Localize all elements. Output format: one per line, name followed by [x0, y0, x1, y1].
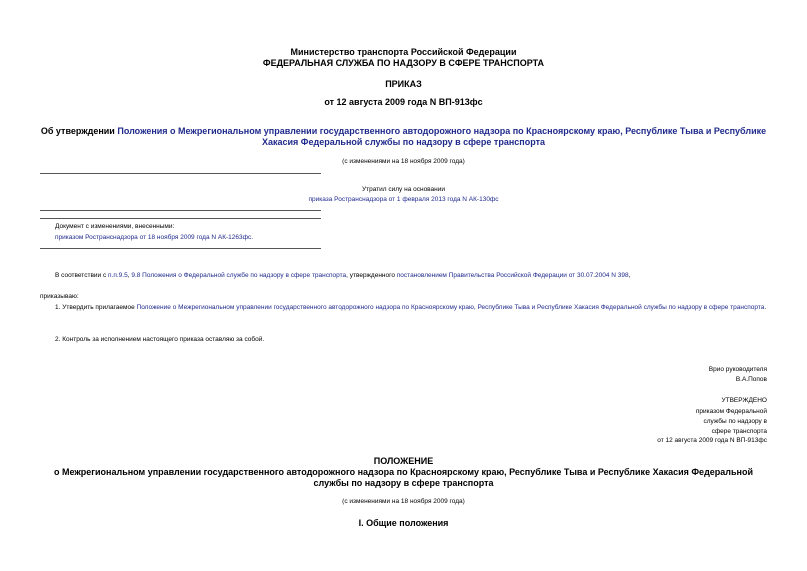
title-link[interactable]: Положения о Межрегиональном управлении государственного автодорожного надзора по Красноярскому краю, Республике Тыва и Республике Хакасия Федеральной службы по надзору в сфере транспорта	[117, 126, 767, 147]
regulation-heading: ПОЛОЖЕНИЕ	[373, 456, 434, 466]
approved-line: службы по надзору в	[703, 418, 767, 425]
preamble-link-clause[interactable]: п.п.9.5	[108, 272, 128, 279]
preamble-text: , утвержденного	[346, 272, 397, 279]
preamble	[55, 271, 775, 280]
divider	[40, 210, 321, 211]
section-heading: I. Общие положения	[358, 518, 449, 528]
divider	[40, 218, 321, 219]
item-1-text: 1. Утвердить прилагаемое	[55, 304, 137, 311]
divider	[40, 173, 321, 174]
approved-stamp: УТВЕРЖДЕНО	[721, 397, 767, 404]
changes-link[interactable]: приказом Ространснадзора от 18 ноября 2009 года N АК-1263фс.	[55, 234, 254, 241]
preamble-text: ,	[628, 272, 631, 279]
doc-date-number: от 12 августа 2009 года N ВП-913фс	[324, 97, 483, 107]
signature-name: В.А.Попов	[735, 376, 767, 383]
item-1-end: .	[764, 304, 767, 311]
preamble-link-resolution[interactable]: постановлением Правительства Российской Федерации от 30.07.2004 N 398	[396, 272, 629, 279]
preamble-text: ,	[127, 272, 132, 279]
regulation-subtitle: о Межрегиональном управлении государственного автодорожного надзора по Красноярскому краю, Республике Тыва и Республике Хакасия Федеральной службы по надзору в сфере транспорта	[53, 467, 754, 488]
approved-line: сфере транспорта	[711, 428, 767, 435]
changes-label: Документ с изменениями, внесенными:	[55, 223, 175, 230]
doc-type: ПРИКАЗ	[385, 79, 422, 89]
divider	[40, 248, 321, 249]
regulation-edition-note: (с изменениями на 18 ноября 2009 года)	[342, 498, 465, 505]
service-name: ФЕДЕРАЛЬНАЯ СЛУЖБА ПО НАДЗОРУ В СФЕРЕ ТРАНСПОРТА	[262, 58, 545, 68]
item-1-link[interactable]: Положение о Межрегиональном управлении государственного автодорожного надзора по Красноярскому краю, Республике Тыва и Республике Хакасия Федеральной службы по надзору в сфере транспорта	[136, 304, 765, 311]
edition-note: (с изменениями на 18 ноября 2009 года)	[342, 158, 465, 165]
ministry-name: Министерство транспорта Российской Федерации	[290, 47, 517, 57]
preamble-link-regulation[interactable]: 9.8 Положения о Федеральной службе по надзору в сфере транспорта	[131, 272, 347, 279]
lost-force-link[interactable]: приказа Ространснадзора от 1 февраля 2013 года N АК-130фс	[308, 196, 499, 203]
lost-force-label: Утратил силу на основании	[361, 186, 446, 193]
approved-line: приказом Федеральной	[695, 408, 767, 415]
document-title	[40, 126, 767, 148]
title-prefix: Об утверждении	[40, 126, 118, 136]
item-1	[40, 303, 780, 312]
preamble-text: В соответствии с	[55, 272, 109, 279]
signature-position: Врио руководителя	[708, 366, 767, 373]
item-2: 2. Контроль за исполнением настоящего приказа оставляю за собой.	[55, 336, 265, 343]
approved-line: от 12 августа 2009 года N ВП-913фс	[657, 437, 767, 444]
order-word: приказываю:	[40, 293, 79, 300]
